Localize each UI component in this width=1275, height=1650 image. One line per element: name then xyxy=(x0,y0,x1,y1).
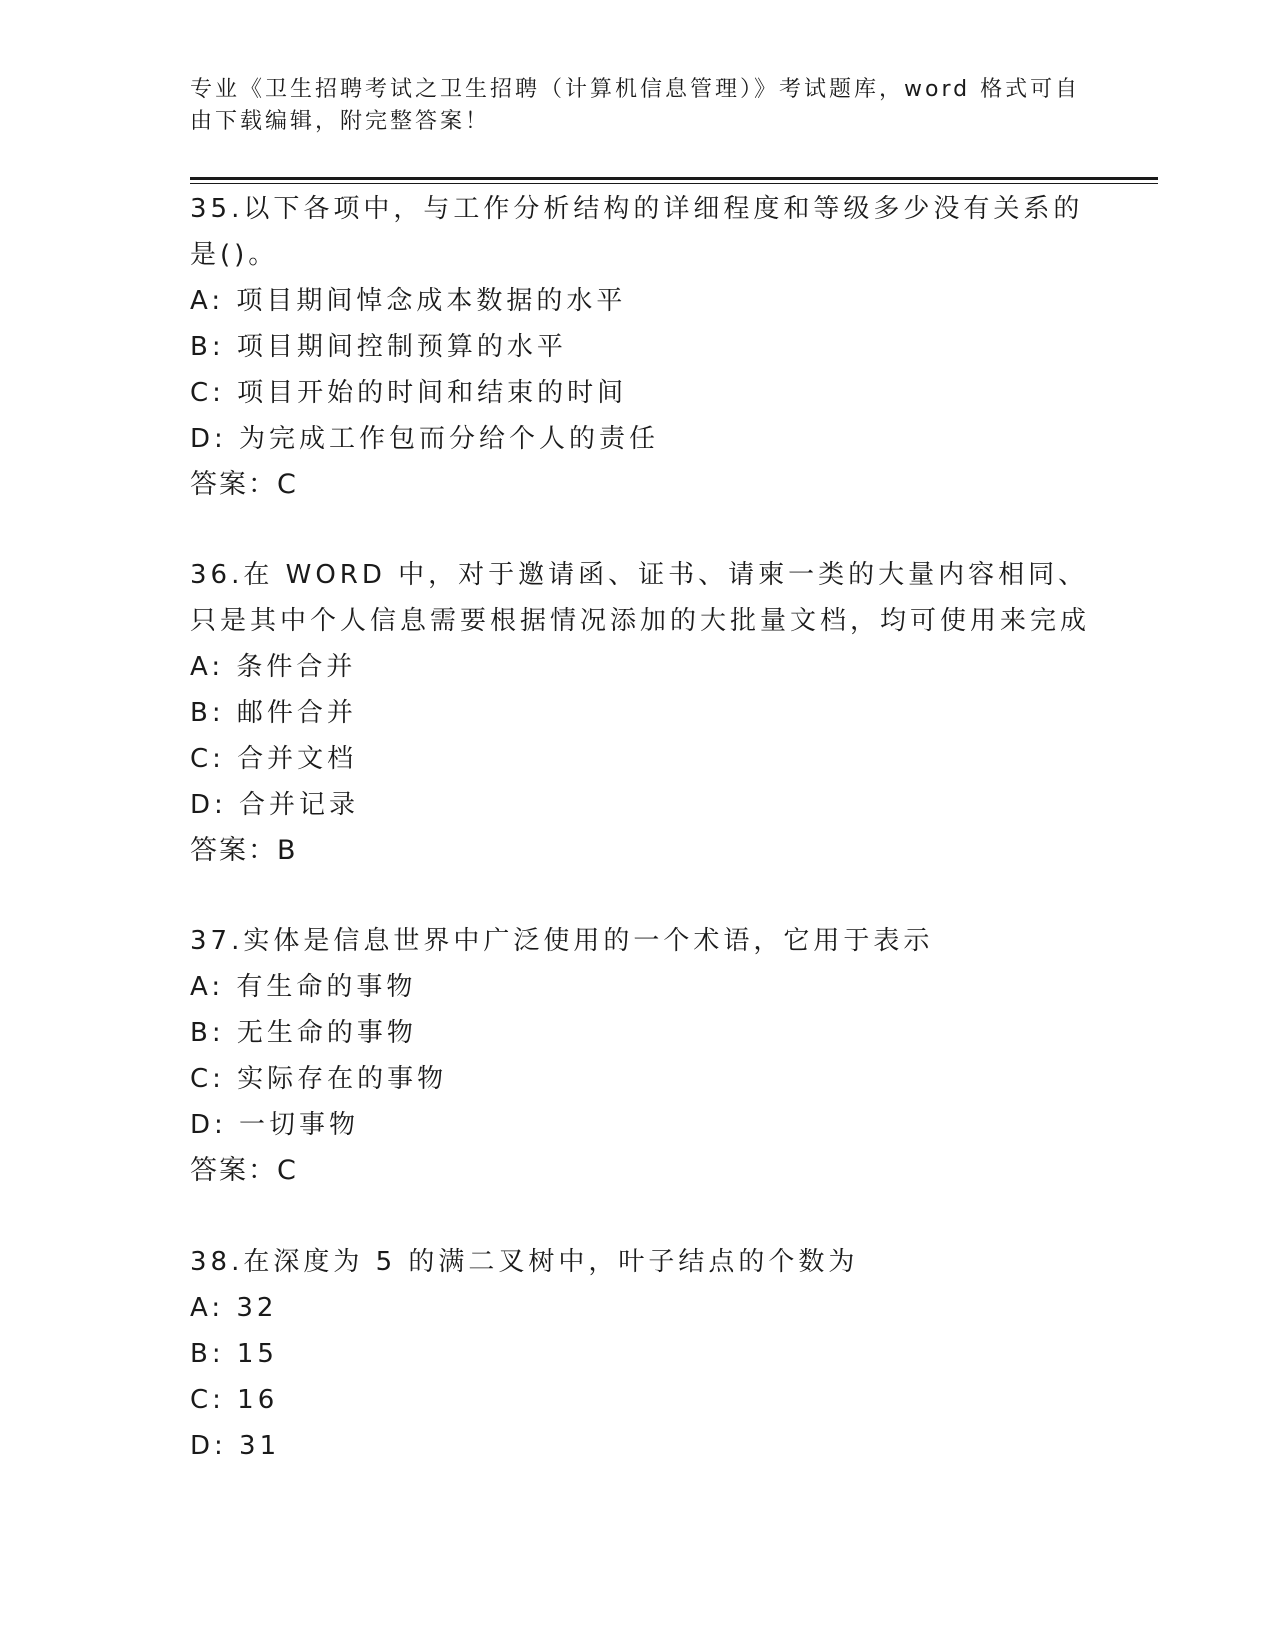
option-d: D: 31 xyxy=(190,1431,281,1461)
option-b: B: 项目期间控制预算的水平 xyxy=(190,332,567,362)
header-divider-thin xyxy=(190,183,1158,184)
question-37 xyxy=(190,918,1090,1194)
question-stem: 37.实体是信息世界中广泛使用的一个术语，它用于表示 xyxy=(190,926,934,956)
option-b: B: 邮件合并 xyxy=(190,698,357,728)
answer-line: 答案：C xyxy=(190,469,298,500)
option-a: A: 条件合并 xyxy=(190,652,357,682)
option-b: B: 无生命的事物 xyxy=(190,1018,417,1048)
question-38 xyxy=(190,1239,1090,1469)
answer-line: 答案：C xyxy=(190,1155,298,1186)
question-stem: 36.在 WORD 中，对于邀请函、证书、请柬一类的大量内容相同、只是其中个人信息需要根据情况添加的大批量文档，均可使用来完成 xyxy=(190,560,1091,636)
option-a: A: 有生命的事物 xyxy=(190,972,417,1002)
option-d: D: 一切事物 xyxy=(190,1110,360,1140)
option-a: A: 项目期间悼念成本数据的水平 xyxy=(190,286,627,316)
header-divider-thick xyxy=(190,177,1158,180)
option-b: B: 15 xyxy=(190,1339,278,1369)
option-a: A: 32 xyxy=(190,1293,278,1323)
option-c: C: 实际存在的事物 xyxy=(190,1064,448,1094)
question-35 xyxy=(190,186,1090,508)
document-header: 专业《卫生招聘考试之卫生招聘（计算机信息管理）》考试题库，word 格式可自由下载编辑，附完整答案！ xyxy=(190,77,1081,134)
answer-line: 答案：B xyxy=(190,835,298,866)
question-stem: 35.以下各项中，与工作分析结构的详细程度和等级多少没有关系的是()。 xyxy=(190,194,1084,270)
question-stem: 38.在深度为 5 的满二叉树中，叶子结点的个数为 xyxy=(190,1247,859,1277)
option-c: C: 16 xyxy=(190,1385,279,1415)
option-d: D: 合并记录 xyxy=(190,790,360,820)
option-c: C: 合并文档 xyxy=(190,744,358,774)
option-d: D: 为完成工作包而分给个人的责任 xyxy=(190,424,660,454)
option-c: C: 项目开始的时间和结束的时间 xyxy=(190,378,628,408)
question-36 xyxy=(190,552,1090,874)
